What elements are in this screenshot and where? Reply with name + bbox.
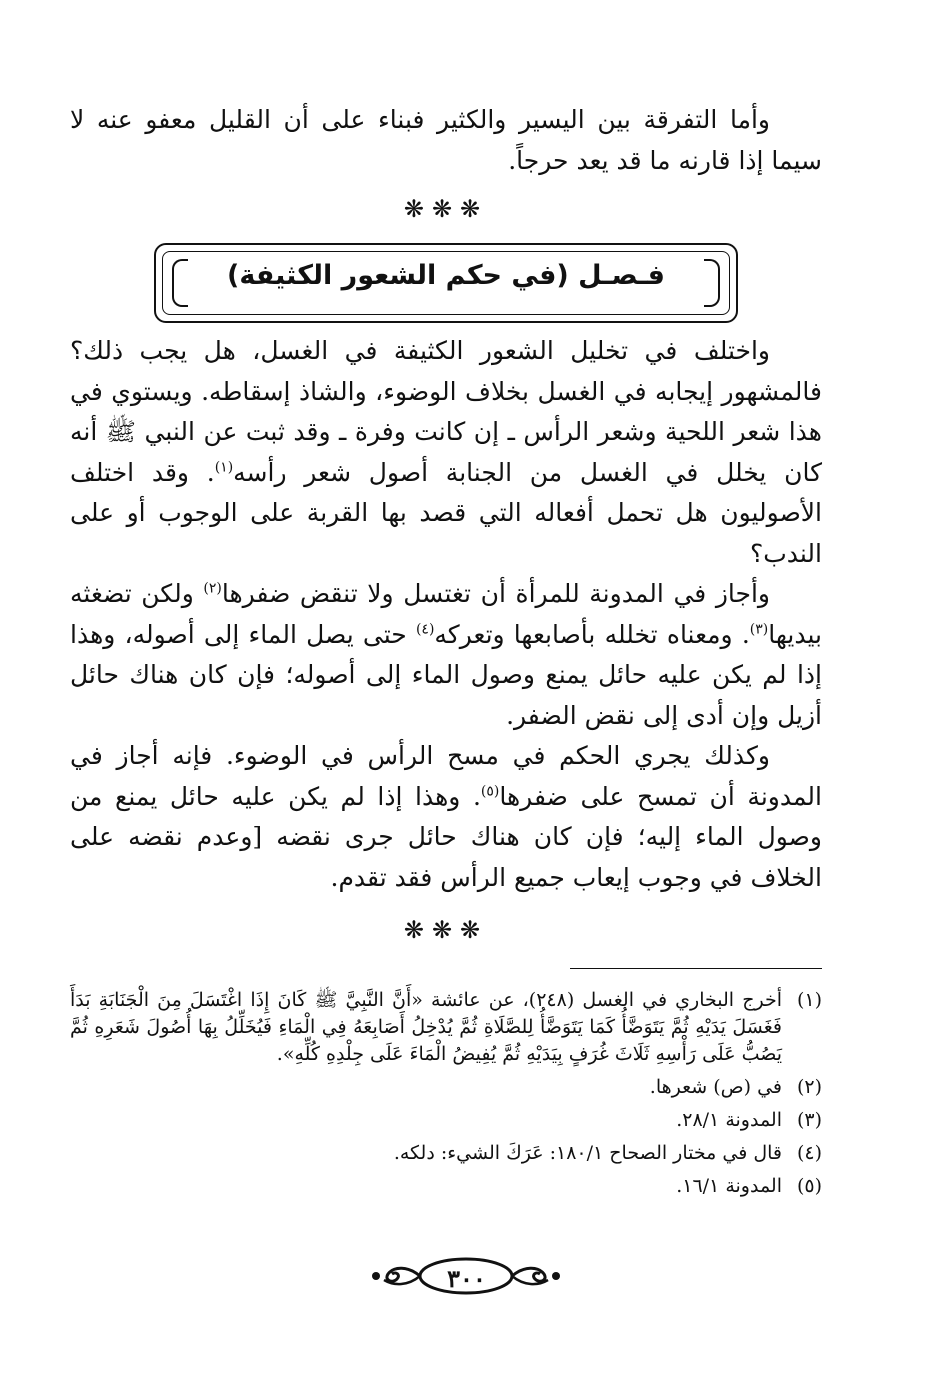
footnote-4 <box>70 1140 822 1167</box>
footnote-3 <box>70 1107 822 1134</box>
footnote-5 <box>70 1173 822 1200</box>
footnote-2-number: (٢) <box>796 1076 822 1098</box>
paragraph-2-text-d: حتى يصل الماء إلى أصوله، وهذا إذا لم يكن عليه حائل يمنع وصول الماء إلى أصوله؛ فإن كان هناك حائل أزيل وإن أدى إلى نقض الضفر. <box>70 619 822 730</box>
paragraph-3 <box>70 736 822 898</box>
footnote-2-text: في (ص) شعرها. <box>649 1076 782 1098</box>
section-title-frame <box>154 243 738 323</box>
footnote-1-text: أخرج البخاري في الغسل (٢٤٨)، عن عائشة «أَنَّ النَّبِيَّ ﷺ كَانَ إِذَا اغْتَسَلَ مِنَ الْجَنَابَةِ بَدَأَ فَغَسَلَ يَدَيْهِ ثُمَّ يَتَوَضَّأُ كَمَا يَتَوَضَّأُ لِلصَّلَاةِ ثُمَّ يُدْخِلُ أَصَابِعَهُ فِي الْمَاءِ فَيُخَلِّلُ بِهَا أُصُولَ شَعَرِهِ ثُمَّ يَصُبُّ عَلَى رَأْسِهِ ثَلَاثَ غُرَفٍ بِيَدَيْهِ ثُمَّ يُفِيضُ الْمَاءَ عَلَى جِلْدِهِ كُلِّهِ». <box>70 989 782 1065</box>
separator-stars-bottom: ❋❋❋ <box>403 916 489 944</box>
paragraph-2-text-c: . ومعناه تخلله بأصابعها وتعركه <box>434 619 750 649</box>
paragraph-2-text-a: وأجاز في المدونة للمرأة أن تغتسل ولا تنقض ضفرها <box>221 579 770 608</box>
footnote-5-number: (٥) <box>796 1175 822 1197</box>
footnote-ref-3: (٣) <box>749 621 769 638</box>
footnote-ref-1: (١) <box>214 459 234 476</box>
footnote-4-text: قال في مختار الصحاح ١٨٠/١: عَرَكَ الشيء: دلكه. <box>393 1142 782 1164</box>
paragraph-2 <box>70 574 822 736</box>
paragraph-1 <box>70 331 822 574</box>
footnote-ref-4: (٤) <box>415 621 435 638</box>
page-number: ٣٠٠ <box>447 1264 486 1293</box>
page-body <box>70 100 822 1206</box>
paragraph-1-text-a: واختلف في تخليل الشعور الكثيفة في الغسل، هل يجب ذلك؟ فالمشهور إيجابه في الغسل بخلاف الوضوء، والشاذ إسقاطه. ويستوي في هذا شعر اللحية وشعر الرأس ـ إن كانت وفرة ـ وقد ثبت عن النبي ﷺ أنه كان يخلل في الغسل من الجنابة أصول شعر رأسه <box>70 336 822 487</box>
footnote-divider <box>570 968 822 969</box>
paragraph-1-text-b: . وقد اختلف الأصوليون هل تحمل أفعاله التي قصد بها القربة على الوجوب أو على الندب؟ <box>70 457 822 568</box>
footnote-3-number: (٣) <box>796 1109 822 1131</box>
footnote-ref-2: (٢) <box>203 580 222 597</box>
footnote-4-number: (٤) <box>796 1142 822 1164</box>
footnote-5-text: المدونة ١٦/١. <box>676 1175 782 1197</box>
intro-paragraph: وأما التفرقة بين اليسير والكثير فبناء على أن القليل معفو عنه لا سيما إذا قارنه ما قد يعد حرجاً. <box>70 105 822 175</box>
separator-stars-top: ❋❋❋ <box>403 195 489 223</box>
paragraph-2-text-b: ولكن تضغثه بيديها <box>70 579 822 649</box>
page-number-ornament <box>0 1252 933 1302</box>
paragraph-3-text-b: . وهذا إذا لم يكن عليه حائل يمنع من وصول الماء إليه؛ فإن كان هناك حائل جرى نقضه [وعدم نقضه على الخلاف في وجوب إيعاب جميع الرأس فقد تقدم. <box>70 781 822 892</box>
footnote-ref-5: (٥) <box>480 783 500 800</box>
footnote-2 <box>70 1074 822 1101</box>
footnote-1 <box>70 987 822 1068</box>
section-title: فـصـل (في حكم الشعور الكثيفة) <box>227 260 665 291</box>
footnote-1-number: (١) <box>796 989 822 1011</box>
paragraph-3-text-a: وكذلك يجري الحكم في مسح الرأس في الوضوء. فإنه أجاز في المدونة أن تمسح على ضفرها <box>70 741 822 811</box>
footnote-3-text: المدونة ٢٨/١. <box>676 1109 782 1131</box>
